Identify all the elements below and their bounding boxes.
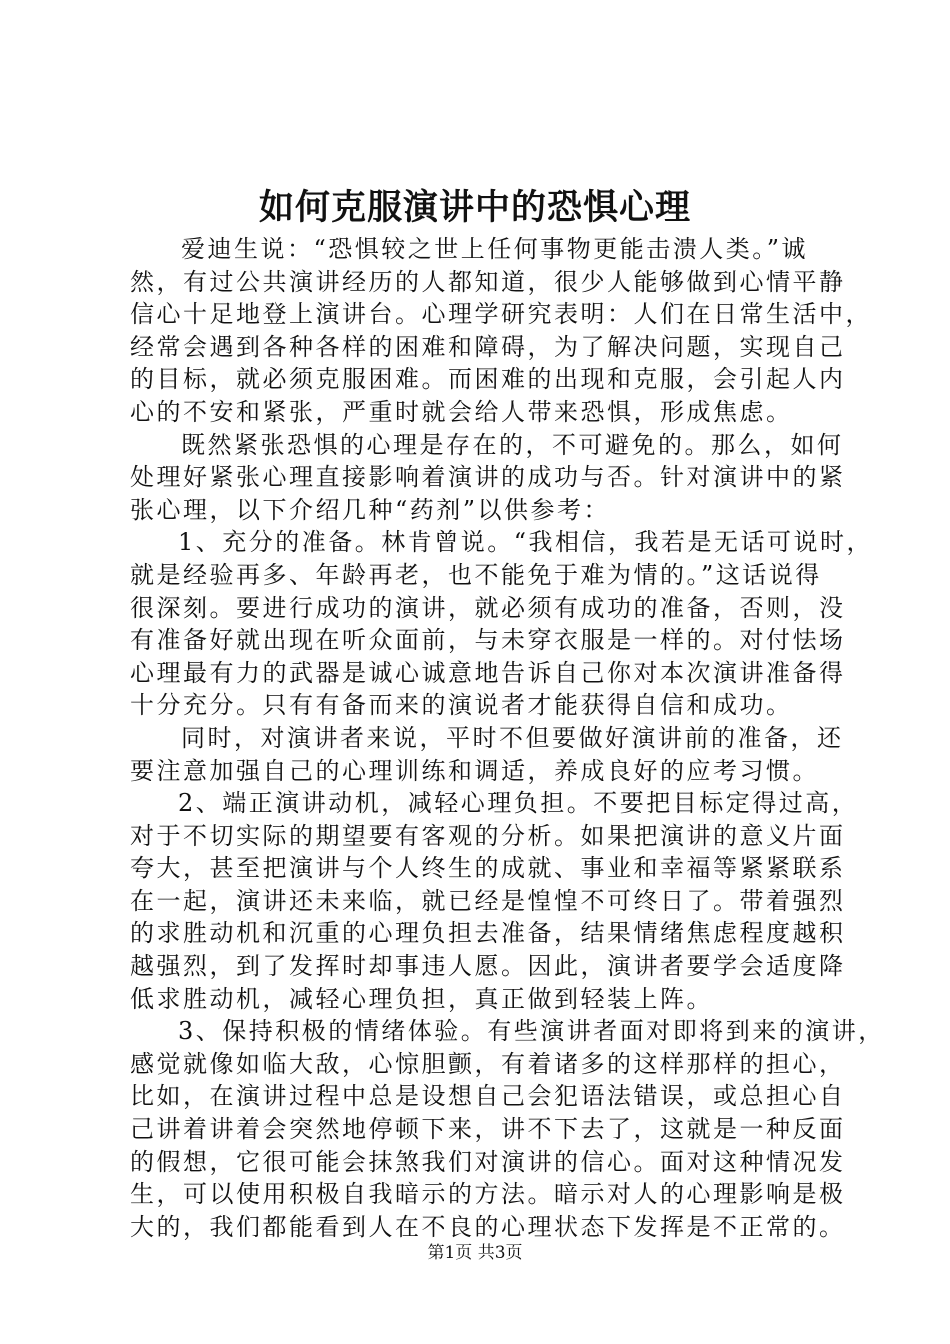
paragraph-line: 张心理，以下介绍几种“药剂”以供参考： <box>130 495 611 524</box>
paragraph-line: 既然紧张恐惧的心理是存在的，不可避免的。那么，如何 <box>181 430 844 459</box>
page-number-footer: 第1页 共3页 <box>427 1243 523 1263</box>
paragraph-line: 经常会遇到各种各样的困难和障碍，为了解决问题，实现自己 <box>130 332 846 361</box>
paragraph-line: 1、充分的准备。林肯曾说。“我相信，我若是无话可说时， <box>178 528 874 557</box>
paragraph-line: 有准备好就出现在听众面前，与未穿衣服是一样的。对付怯场 <box>130 626 846 655</box>
paragraph-line: 大的，我们都能看到人在不良的心理状态下发挥是不正常的。 <box>130 1212 846 1241</box>
paragraph-line: 比如，在演讲过程中总是设想自己会犯语法错误，或总担心自 <box>130 1082 846 1111</box>
paragraph-line: 越强烈，到了发挥时却事违人愿。因此，演讲者要学会适度降 <box>130 952 846 981</box>
paragraph-line: 对于不切实际的期望要有客观的分析。如果把演讲的意义片面 <box>130 821 846 850</box>
paragraph-line: 心的不安和紧张，严重时就会给人带来恐惧，形成焦虑。 <box>130 397 793 426</box>
document-body <box>130 233 885 1243</box>
paragraph-line: 同时，对演讲者来说，平时不但要做好演讲前的准备，还 <box>181 723 844 752</box>
paragraph-line: 生，可以使用积极自我暗示的方法。暗示对人的心理影响是极 <box>130 1180 846 1209</box>
paragraph-line: 低求胜动机，减轻心理负担，真正做到轻装上阵。 <box>130 984 713 1013</box>
paragraph-line: 处理好紧张心理直接影响着演讲的成功与否。针对演讲中的紧 <box>130 463 846 492</box>
paragraph-line: 心理最有力的武器是诚心诚意地告诉自己你对本次演讲准备得 <box>130 658 846 687</box>
paragraph-line: 己讲着讲着会突然地停顿下来，讲不下去了，这就是一种反面 <box>130 1115 846 1144</box>
paragraph-line: 的目标，就必须克服困难。而困难的出现和克服，会引起人内 <box>130 365 846 394</box>
paragraph-line: 爱迪生说：“恐惧较之世上任何事物更能击溃人类。”诚 <box>181 235 809 263</box>
paragraph-line: 3、保持积极的情绪体验。有些演讲者面对即将到来的演讲， <box>178 1017 885 1046</box>
paragraph-line: 夸大，甚至把演讲与个人终生的成就、事业和幸福等紧紧联系 <box>130 854 846 883</box>
paragraph-line: 就是经验再多、年龄再老，也不能免于难为情的。”这话说得 <box>130 560 822 589</box>
paragraph-line: 的假想，它很可能会抹煞我们对演讲的信心。面对这种情况发 <box>130 1147 846 1176</box>
paragraph-line: 的求胜动机和沉重的心理负担去准备，结果情绪焦虑程度越积 <box>130 919 846 948</box>
paragraph-line: 信心十足地登上演讲台。心理学研究表明：人们在日常生活中， <box>130 300 872 329</box>
paragraph-line: 然，有过公共演讲经历的人都知道，很少人能够做到心情平静 <box>130 267 846 296</box>
paragraph-line: 在一起，演讲还未来临，就已经是惶惶不可终日了。带着强烈 <box>130 886 846 915</box>
paragraph-line: 很深刻。要进行成功的演讲，就必须有成功的准备，否则，没 <box>130 593 846 622</box>
document-title: 如何克服演讲中的恐惧心理 <box>258 187 691 228</box>
paragraph-line: 感觉就像如临大敌，心惊胆颤，有着诸多的这样那样的担心， <box>130 1049 846 1078</box>
paragraph-line: 2、端正演讲动机，减轻心理负担。不要把目标定得过高， <box>178 789 859 818</box>
paragraph-line: 要注意加强自己的心理训练和调适，养成良好的应考习惯。 <box>130 756 819 785</box>
paragraph-line: 十分充分。只有有备而来的演说者才能获得自信和成功。 <box>130 691 793 720</box>
